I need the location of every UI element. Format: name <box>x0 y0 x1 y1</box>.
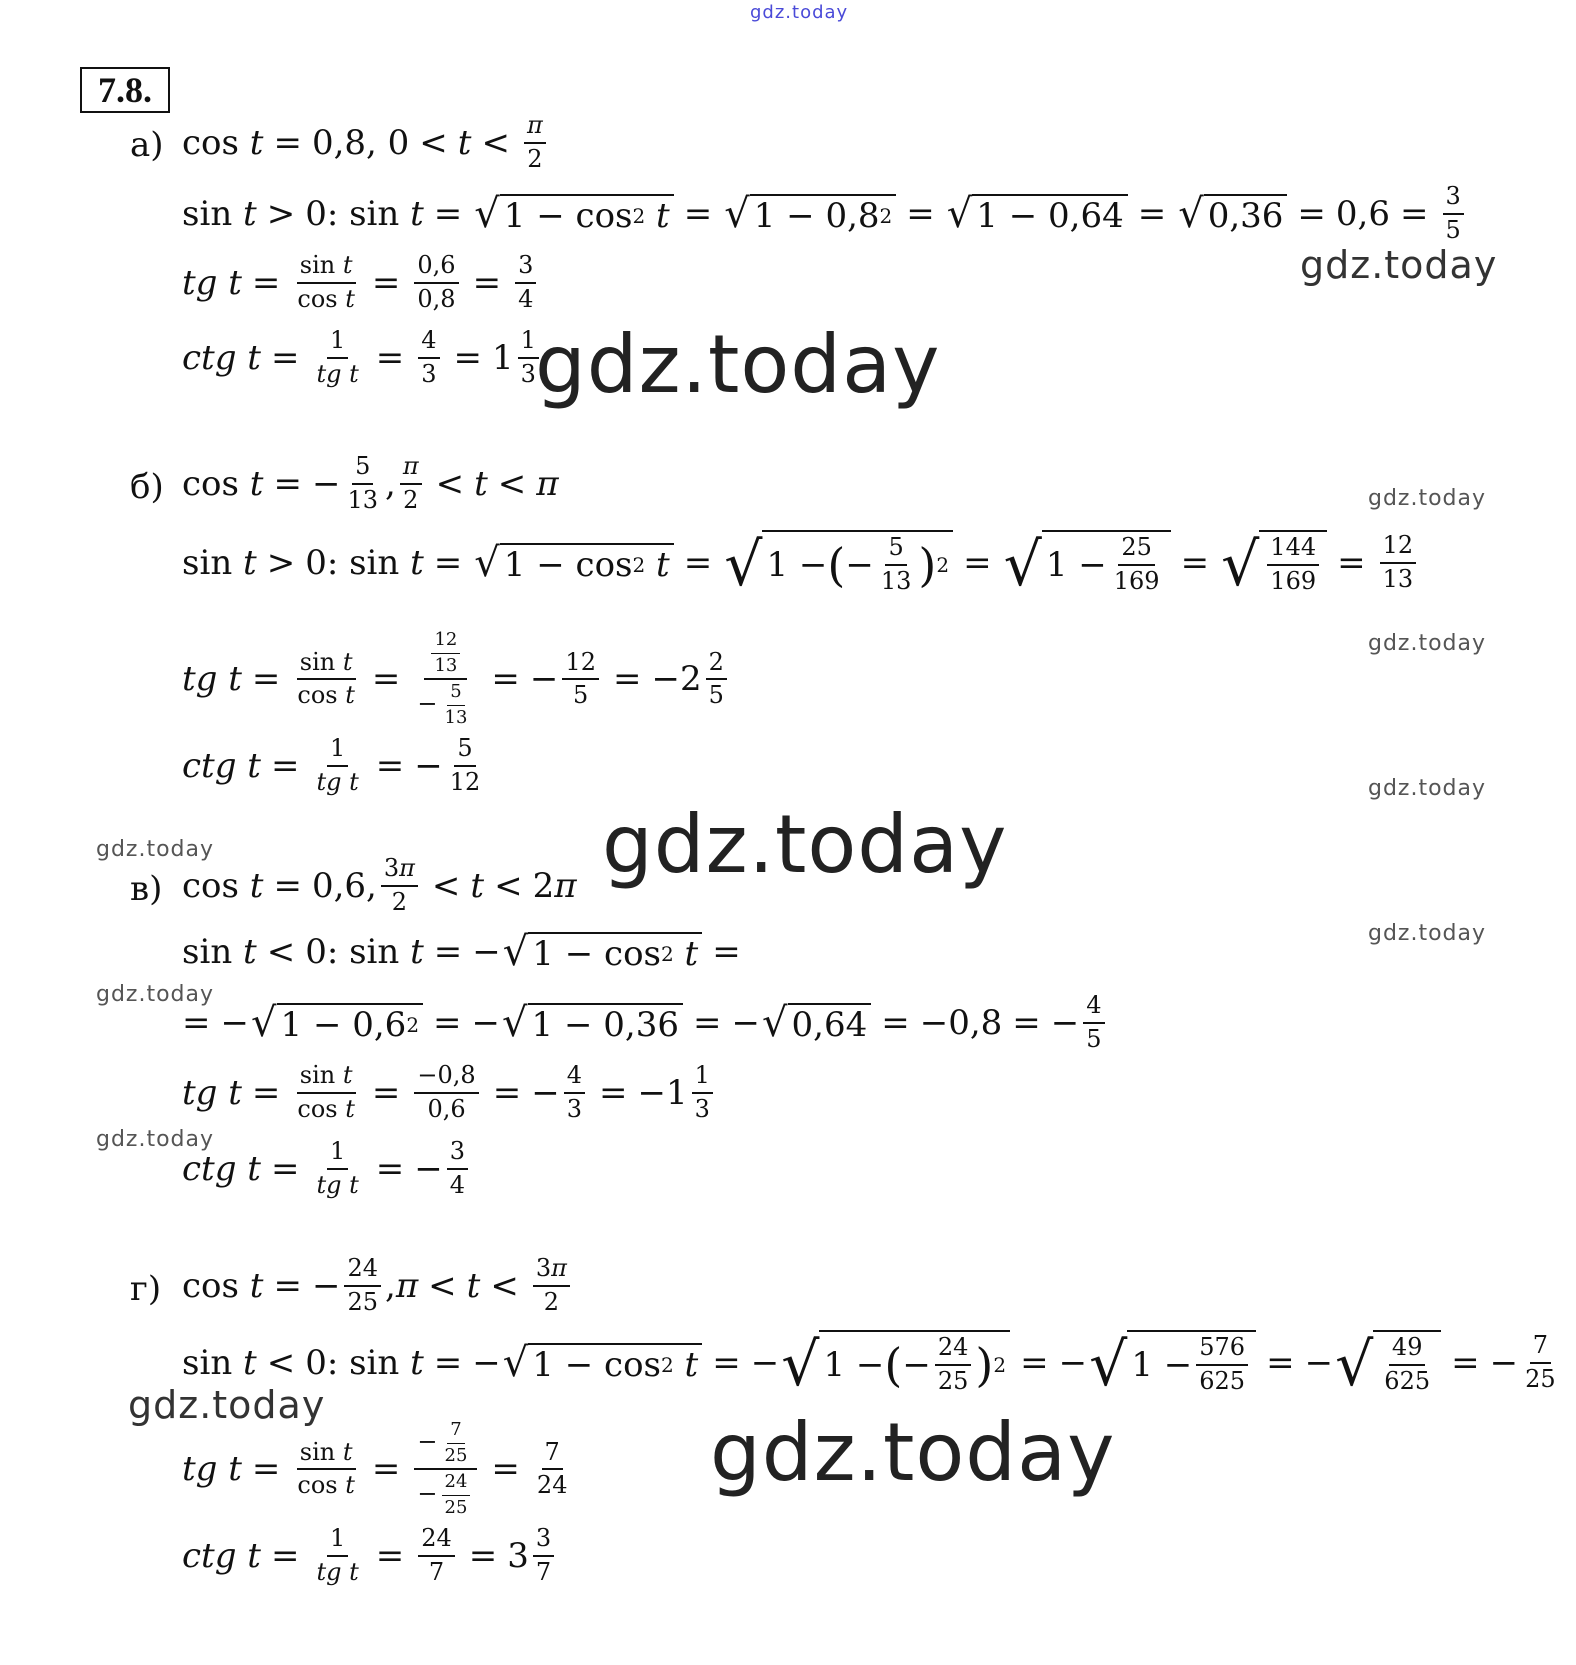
watermark: gdz.today <box>1368 631 1487 656</box>
part-b-sin: sin t > 0: sin t = √ 1 − cos 2 t = √ 1 − ( − $\frac{5}{13}$ ) 2 = √ 1 − $\frac{25}{169}$ = √ $\frac{144}{169}$ = $\frac{12}{13}$ <box>182 530 1420 595</box>
part-b-ctg: ctg t = $\frac{1}{\text{tg t}}$ = − $\frac{5}{12}$ <box>182 734 481 796</box>
watermark-large: gdz.today <box>710 1406 1116 1499</box>
watermark-top: gdz.today <box>750 2 849 23</box>
part-v-sin-1: sin t < 0: sin t = − √ 1 − cos 2 t = <box>182 929 741 975</box>
part-v-condition: cos t = 0,6, $\frac{3\pi}{2}$ < t < 2 π <box>182 854 577 916</box>
watermark: gdz.today <box>1368 921 1487 946</box>
part-g-sin: sin t < 0: sin t = − √ 1 − cos 2 t = − √ 1 − ( − $\frac{24}{25}$ ) 2 = − √ 1 − $\frac{576}{625}$ = − √ $\frac{49}{625}$ = − $\frac{7}{25}$ <box>182 1330 1556 1401</box>
part-b-condition: cos t = − $\frac{5}{13}$ , $\frac{\pi}{2}$ < t < π <box>182 452 559 514</box>
watermark-large: gdz.today <box>535 318 941 411</box>
part-v-tg: tg t = $\frac{\text{sin t}}{\text{cos t}}$ = $\frac{-0,8}{0,6}$ = − $\frac{4}{3}$ = −1 $\frac{1}{3}$ <box>182 1062 717 1123</box>
watermark: gdz.today <box>1368 486 1487 511</box>
part-g-tg: tg t = $\frac{\text{sin t}}{\text{cos t}}$ = − $\frac{7}{25}$ − $\frac{24}{25}$ = $\frac{7}{24}$ <box>182 1419 568 1519</box>
problem-number: 7.8. <box>80 67 170 113</box>
watermark-large: gdz.today <box>602 798 1008 891</box>
watermark: gdz.today <box>96 1127 215 1152</box>
part-a-sin: sin t > 0: sin t = √ 1 − cos 2 t = √ 1 − 0,8 2 = √ 1 − 0,64 = √ 0,36 = 0,6 = $\frac{3}{5}$ <box>182 183 1468 244</box>
part-a-condition: cos t = 0,8, 0 < t < $\frac{\pi}{2}$ <box>182 112 550 173</box>
part-a-tg: tg t = $\frac{\text{sin t}}{\text{cos t}}$ = $\frac{0,6}{0,8}$ = $\frac{3}{4}$ <box>182 252 540 313</box>
watermark: gdz.today <box>96 982 215 1007</box>
watermark: gdz.today <box>96 837 215 862</box>
part-g-condition: cos t = − $\frac{24}{25}$ , π < t < $\frac{3\pi}{2}$ <box>182 1255 574 1316</box>
part-v-ctg: ctg t = $\frac{1}{\text{tg t}}$ = − $\frac{3}{4}$ <box>182 1138 472 1199</box>
part-a-ctg: ctg t = $\frac{1}{\text{tg t}}$ = $\frac{4}{3}$ = 1 $\frac{1}{3}$ <box>182 327 543 388</box>
part-b-label: б) <box>130 467 164 507</box>
watermark: gdz.today <box>128 1383 326 1427</box>
part-b-tg: tg t = $\frac{\text{sin t}}{\text{cos t}}$ = $\frac{12}{13}$ − $\frac{5}{13}$ = − $\frac{12}{5}$ = −2 $\frac{2}{5}$ <box>182 630 731 729</box>
part-g-label: г) <box>130 1269 162 1309</box>
part-v-sin-2: = − √ 1 − 0,6 2 = − √ 1 − 0,36 = − √ 0,64 = −0,8 = − $\frac{4}{5}$ <box>182 992 1109 1053</box>
watermark: gdz.today <box>1300 243 1498 287</box>
part-g-ctg: ctg t = $\frac{1}{\text{tg t}}$ = $\frac{24}{7}$ = 3 $\frac{3}{7}$ <box>182 1525 558 1586</box>
watermark: gdz.today <box>1368 776 1487 801</box>
part-v-label: в) <box>130 869 163 909</box>
part-a-label: а) <box>130 125 164 165</box>
